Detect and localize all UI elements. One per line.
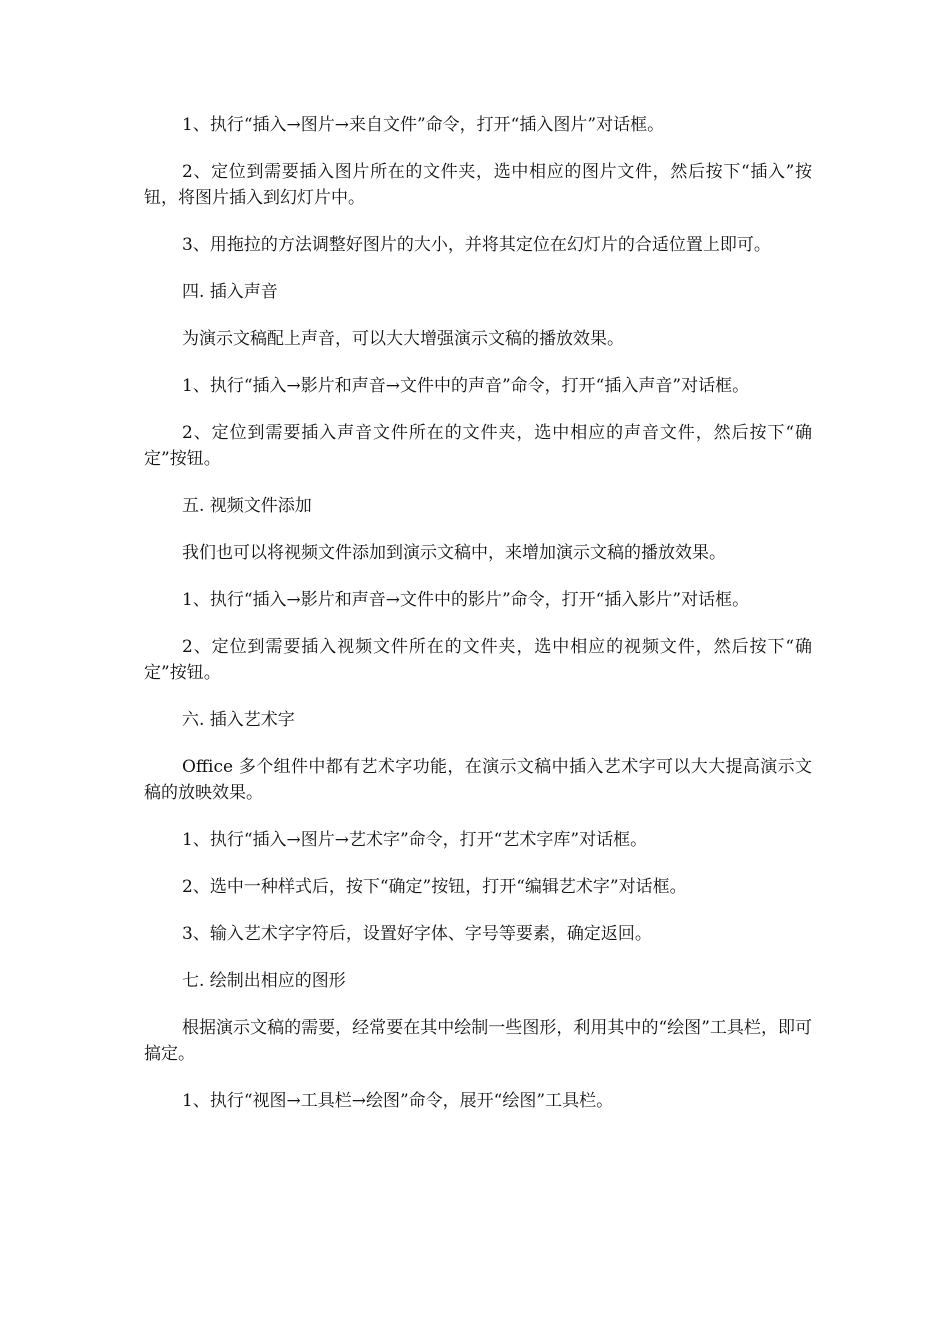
paragraph-insert-sound-step-2: 2、定位到需要插入声音文件所在的文件夹，选中相应的声音文件，然后按下“确定”按钮。 — [144, 423, 812, 469]
document-body — [144, 112, 812, 1135]
section-heading-add-video: 五. 视频文件添加 — [182, 496, 312, 516]
paragraph-insert-video-step-1: 1、执行“插入→影片和声音→文件中的影片”命令，打开“插入影片”对话框。 — [182, 590, 750, 610]
paragraph-video-intro: 我们也可以将视频文件添加到演示文稿中，来增加演示文稿的播放效果。 — [182, 543, 726, 563]
paragraph-wordart-intro: Office 多个组件中都有艺术字功能，在演示文稿中插入艺术字可以大大提高演示文稿的放映效果。 — [144, 757, 812, 803]
paragraph-insert-sound-step-1: 1、执行“插入→影片和声音→文件中的声音”命令，打开“插入声音”对话框。 — [182, 376, 750, 396]
section-heading-insert-wordart: 六. 插入艺术字 — [182, 710, 295, 730]
paragraph-insert-video-step-2: 2、定位到需要插入视频文件所在的文件夹，选中相应的视频文件，然后按下“确定”按钮。 — [144, 637, 812, 683]
paragraph-insert-picture-step-2: 2、定位到需要插入图片所在的文件夹，选中相应的图片文件，然后按下“插入”按钮，将图片插入到幻灯片中。 — [144, 162, 812, 208]
paragraph-insert-wordart-step-2: 2、选中一种样式后，按下“确定”按钮，打开“编辑艺术字”对话框。 — [182, 877, 687, 897]
section-heading-insert-sound: 四. 插入声音 — [182, 282, 278, 302]
paragraph-draw-shapes-step-1: 1、执行“视图→工具栏→绘图”命令，展开“绘图”工具栏。 — [182, 1091, 614, 1111]
section-heading-draw-shapes: 七. 绘制出相应的图形 — [182, 971, 346, 991]
paragraph-insert-picture-step-3: 3、用拖拉的方法调整好图片的大小，并将其定位在幻灯片的合适位置上即可。 — [182, 235, 771, 255]
paragraph-sound-intro: 为演示文稿配上声音，可以大大增强演示文稿的播放效果。 — [182, 329, 624, 349]
paragraph-draw-shapes-intro: 根据演示文稿的需要，经常要在其中绘制一些图形，利用其中的“绘图”工具栏，即可搞定。 — [144, 1018, 812, 1064]
paragraph-insert-wordart-step-1: 1、执行“插入→图片→艺术字”命令，打开“艺术字库”对话框。 — [182, 830, 648, 850]
paragraph-insert-wordart-step-3: 3、输入艺术字字符后，设置好字体、字号等要素，确定返回。 — [182, 924, 652, 944]
paragraph-insert-picture-step-1: 1、执行“插入→图片→来自文件”命令，打开“插入图片”对话框。 — [182, 115, 665, 135]
